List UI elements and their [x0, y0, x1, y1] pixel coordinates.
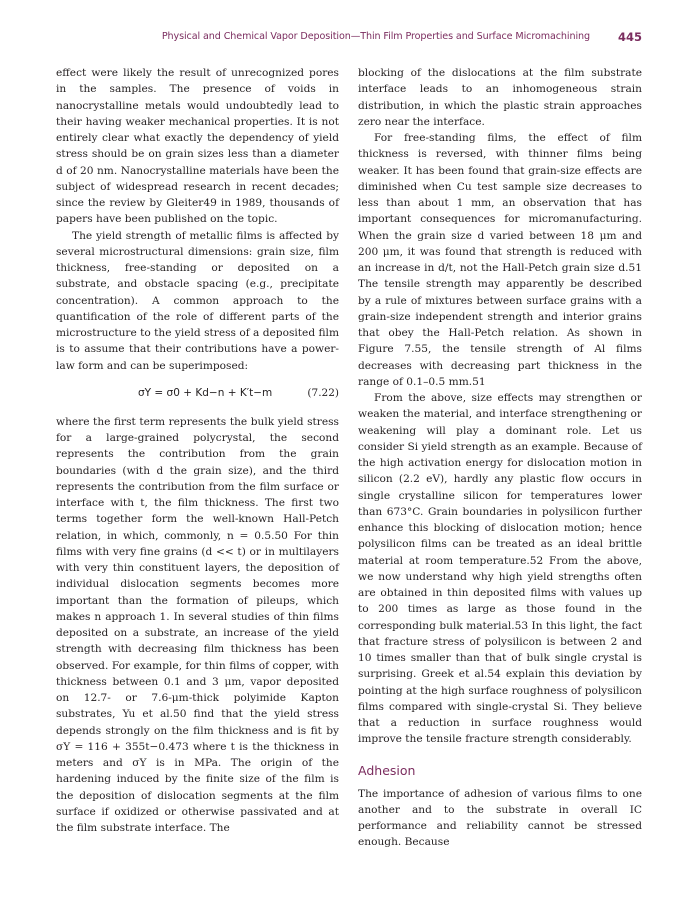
running-title: Physical and Chemical Vapor Deposition—Thin Film Properties and Surface Micromachining [161, 31, 590, 42]
page-number: 445 [617, 30, 642, 44]
right-paragraph-1: blocking of the dislocations at the film substrate interface leads to an inhomogeneous strain distribution, in which the plastic strain approaches zero near the interface. [358, 67, 642, 128]
equation-7-22 [56, 378, 339, 408]
equation-number: (7.22) [307, 386, 339, 399]
section-heading-adhesion: Adhesion [358, 762, 416, 778]
right-paragraph-4: The importance of adhesion of various films to one another and to the substrate in overall IC performance and reliability cannot be stressed enough. Because [358, 787, 642, 849]
right-paragraph-3: From the above, size effects may strengthen or weaken the material, and interface strengthening or weakening will play a dominant role. Let us consider Si yield strength as an example. Because of the high activation energy for dislocation motion in silicon (2.2 eV), hardly any plastic flow occurs in single crystalline silicon for temperatures lower than 673°C. Grain boundaries in polysilicon further enhance this blocking of dislocation motion; hence polysilicon films can be treated as an ideal brittle material at room temperature.52 From the above, we now understand why high yield strengths often are obtained in thin deposited films with values up to 200 times as large as those found in the corresponding bulk material.53 In this light, the fact that fracture stress of polysilicon is between 2 and 10 times smaller than that of bulk single crystal is surprising. Greek et al.54 explain this deviation by pointing at the high surface roughness of polysilicon films compared with single-crystal Si. They believe that a reduction in surface roughness would improve the tensile fracture strength considerably. [358, 392, 642, 746]
right-column [358, 65, 642, 851]
left-column [56, 65, 339, 836]
left-paragraph-2: The yield strength of metallic films is affected by several microstructural dimensions: grain size, film thickness, free-standing or deposited on a substrate, and obstacle spacing (e.g., precipitate concentration). A common approach to the quantification of the role of different parts of the microstructure to the yield stress of a deposited film is to assume that their contributions have a power-law form and can be superimposed: [56, 229, 339, 372]
left-paragraph-1: effect were likely the result of unrecognized pores in the samples. The presence of voids in nanocrystalline metals would undoubtedly lead to their having weaker mechanical properties. It is not entirely clear what exactly the dependency of yield stress should be on grain sizes less than a diameter d of 20 nm. Nanocrystalline materials have been the subject of widespread research in recent decades; since the review by Gleiter49 in 1989, thousands of papers have been published on the topic. [56, 67, 339, 226]
page-header [56, 31, 642, 47]
equation-formula: σY = σ0 + Kd−n + K′t−m [138, 386, 273, 399]
left-paragraph-3: where the first term represents the bulk yield stress for a large-grained polycrystal, the second represents the contribution from the grain boundaries (with d the grain size), and the third represents the contribution from the film surface or interface with t, the film thickness. The first two terms together form the well-known Hall-Petch relation, in which, commonly, n = 0.5.50 For thin films with very fine grains (d << t) or in multilayers with very thin constituent layers, the deposition of individual dislocation segments becomes more important than the formation of pileups, which makes n approach 1. In several studies of thin films deposited on a substrate, an increase of the yield strength with decreasing film thickness has been observed. For example, for thin films of copper, with thickness between 0.1 and 3 μm, vapor deposited on 12.7- or 7.6-μm-thick polyimide Kapton substrates, Yu et al.50 find that the yield stress depends strongly on the film thickness and is fit by σY = 116 + 355t−0.473 where t is the thickness in meters and σY is in MPa. The origin of the hardening induced by the finite size of the film is the deposition of dislocation segments at the film surface if oxidized or otherwise passivated and at the film substrate interface. The [56, 415, 339, 834]
right-paragraph-2: For free-standing films, the effect of film thickness is reversed, with thinner films being weaker. It has been found that grain-size effects are diminished when Cu test sample size decreases to less than about 1 mm, an observation that has important consequences for micromanufacturing. When the grain size d varied between 18 μm and 200 μm, it was found that strength is reduced with an increase in d/t, not the Hall-Petch grain size d.51 The tensile strength may apparently be described by a rule of mixtures between surface grains with a grain-size independent strength and interior grains that obey the Hall-Petch relation. As shown in Figure 7.55, the tensile strength of Al films decreases with decreasing part thickness in the range of 0.1–0.5 mm.51 [358, 132, 642, 388]
